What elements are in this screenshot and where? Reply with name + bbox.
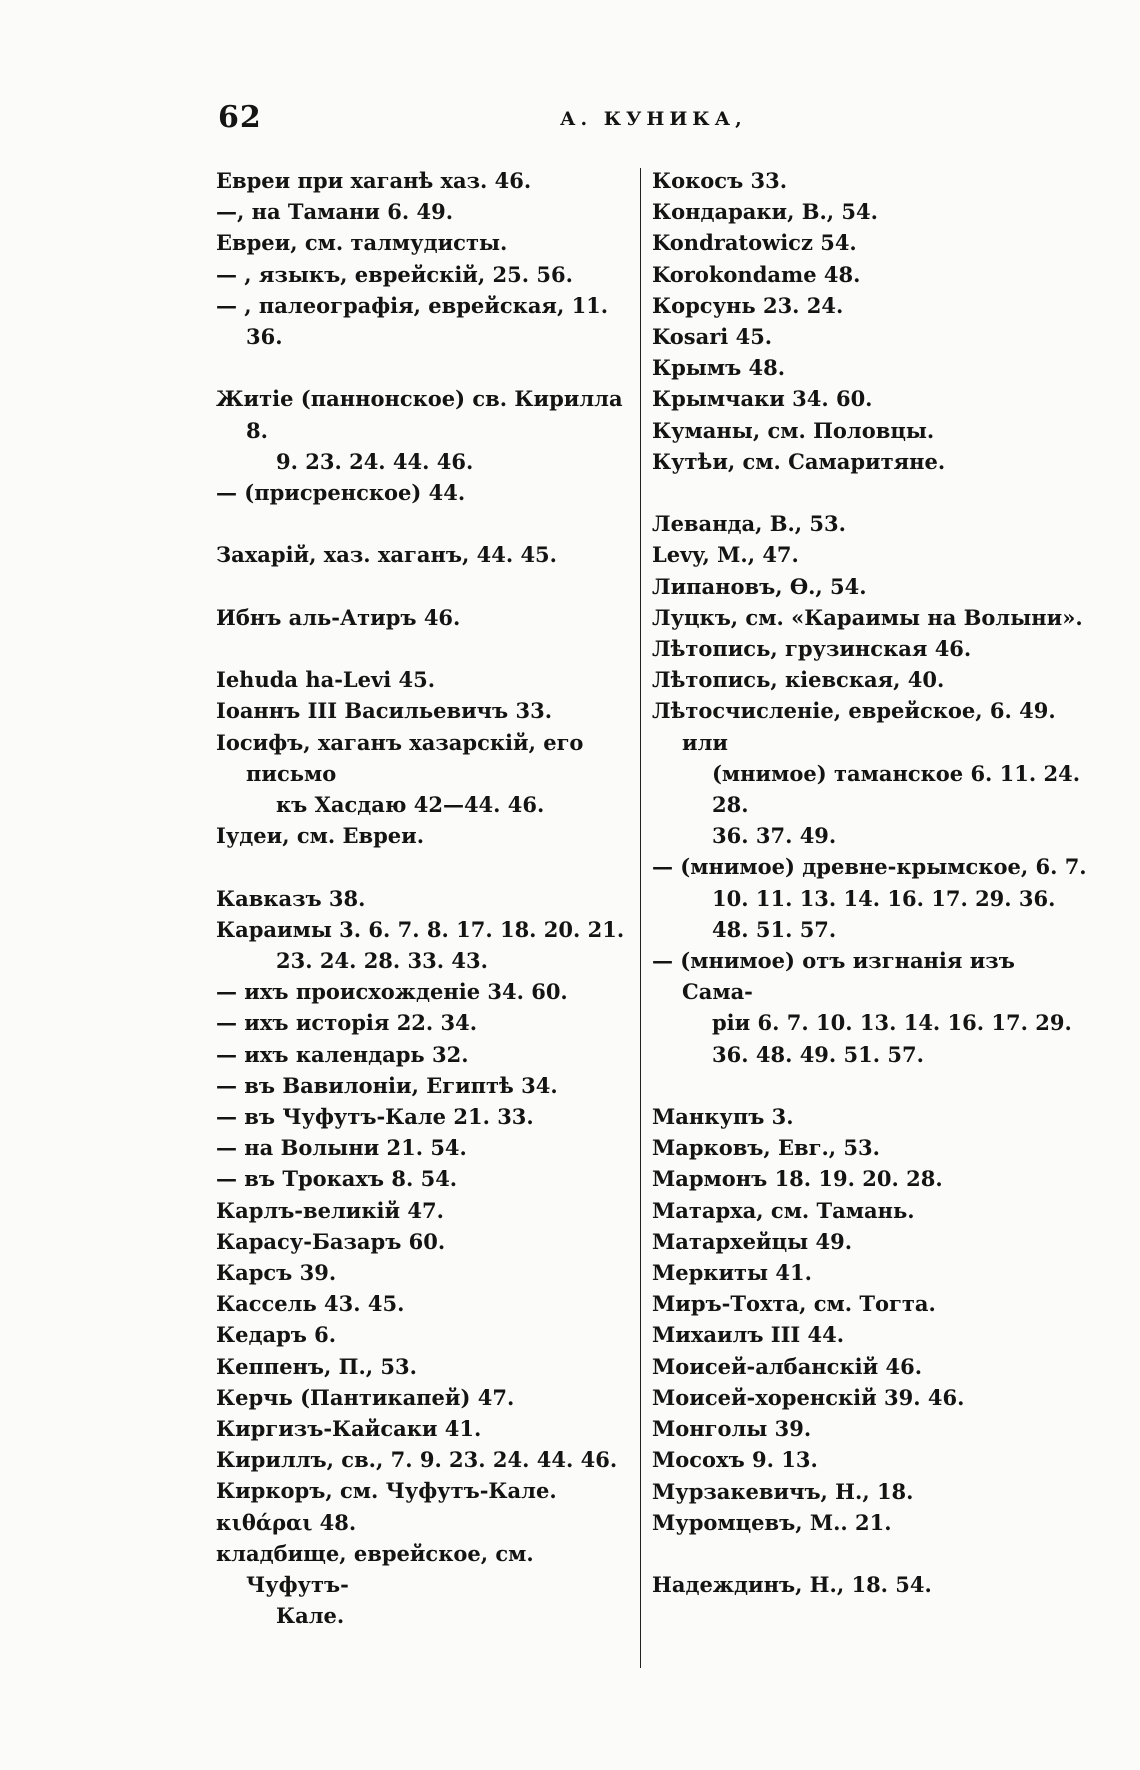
index-entry: [216, 1475, 626, 1506]
index-entry: [652, 664, 1092, 695]
index-entry-line: Іоаннъ III Васильевичъ 33.: [216, 698, 553, 724]
index-entry-line: Киргизъ-Кайсаки 41.: [216, 1416, 482, 1442]
index-entry-line: Меркиты 41.: [652, 1260, 812, 1286]
index-entry: [652, 227, 1092, 258]
index-entry-line: Кокосъ 33.: [652, 168, 788, 193]
index-entry-line: — ихъ исторія 22. 34.: [216, 1010, 478, 1036]
index-entry-continuation: къ Хасдаю 42—44. 46.: [276, 792, 545, 817]
index-entry: [652, 1195, 1092, 1226]
index-entry-continuation: 23. 24. 28. 33. 43.: [276, 948, 488, 973]
index-entry-line: Михаилъ III 44.: [652, 1322, 845, 1348]
index-entry: [216, 1351, 626, 1382]
index-entry-line: Кедаръ 6.: [216, 1322, 337, 1348]
index-entry-line: —, на Тамани 6. 49.: [216, 199, 454, 225]
index-entry: [652, 945, 1092, 1070]
running-head: А. КУНИКА,: [560, 108, 747, 130]
index-entry-continuation: Кале.: [276, 1603, 345, 1629]
index-entry: [652, 415, 1092, 446]
index-entry-line: — въ Вавилоніи, Египтѣ 34.: [216, 1072, 558, 1098]
index-entry-line: Levy, M., 47.: [652, 542, 799, 568]
index-entry-line: Іудеи, см. Евреи.: [216, 823, 425, 849]
index-entry: [652, 1569, 1092, 1600]
index-entry-line: Манкупъ 3.: [652, 1104, 794, 1130]
index-entry-line: — (мнимое) отъ изгнанія изъ Сама-: [652, 948, 1015, 1005]
index-entry: [216, 1101, 626, 1132]
index-entry: [652, 383, 1092, 414]
index-entry-line: Карасу-Базаръ 60.: [216, 1228, 446, 1254]
index-entry: [652, 1444, 1092, 1475]
index-entry-line: Мармонъ 18. 19. 20. 28.: [652, 1166, 943, 1192]
index-entry-continuation: 48. 51. 57.: [712, 916, 837, 942]
index-entry: [216, 290, 626, 352]
index-entry-line: Матарха, см. Тамань.: [652, 1197, 915, 1223]
index-entry-line: — ихъ календарь 32.: [216, 1041, 469, 1067]
index-entry: [652, 633, 1092, 664]
index-entry: [652, 1507, 1092, 1538]
index-entry-line: — въ Трокахъ 8. 54.: [216, 1166, 458, 1192]
index-entry: [216, 727, 626, 821]
index-entry-line: Леванда, В., 53.: [652, 511, 846, 537]
index-entry-continuation: 9. 23. 24. 44. 46.: [276, 448, 474, 474]
index-entry-line: Іосифъ, хаганъ хазарскій, его письмо: [216, 729, 584, 786]
index-entry: [652, 1226, 1092, 1257]
index-entry: [652, 1101, 1092, 1132]
column-divider: [640, 168, 641, 1668]
index-entry: [652, 508, 1092, 539]
index-entry: [216, 1319, 626, 1350]
index-entry-continuation: 36. 48. 49. 51. 57.: [712, 1041, 924, 1067]
index-entry-line: Куманы, см. Половцы.: [652, 417, 935, 443]
index-entry: [652, 1413, 1092, 1444]
index-entry-line: — (присренское) 44.: [216, 480, 466, 506]
index-entry: [652, 1351, 1092, 1382]
index-entry-line: Kondratowicz 54.: [652, 230, 857, 256]
index-entry-line: Korokondame 48.: [652, 261, 861, 287]
index-entry: [216, 1257, 626, 1288]
index-entry-line: Моисей-албанскій 46.: [652, 1353, 923, 1379]
index-entry-line: Евреи, см. талмудисты.: [216, 230, 508, 256]
index-entry: [216, 383, 626, 477]
index-entry-line: Лѣтопись, кіевская, 40.: [652, 667, 945, 693]
index-entry-line: Житіе (паннонское) св. Кирилла 8.: [216, 386, 623, 443]
index-entry-line: Крымъ 48.: [652, 355, 786, 381]
index-entry-line: Миръ-Тохта, см. Тогта.: [652, 1291, 936, 1317]
index-entry: [216, 1382, 626, 1413]
index-entry-line: Караимы 3. 6. 7. 8. 17. 18. 20. 21.: [216, 916, 625, 942]
index-entry-line: Кеппенъ, П., 53.: [216, 1353, 417, 1379]
index-entry: [216, 1070, 626, 1101]
index-entry: [216, 602, 626, 633]
index-entry: [652, 851, 1092, 945]
index-entry-line: Киркоръ, см. Чуфутъ-Кале.: [216, 1478, 557, 1504]
index-entry: [216, 1288, 626, 1319]
index-entry-line: — (мнимое) древне-крымское, 6. 7.: [652, 854, 1087, 880]
index-entry: [652, 259, 1092, 290]
index-entry: [216, 976, 626, 1007]
index-entry-line: Луцкъ, см. «Караимы на Волыни».: [652, 604, 1083, 630]
index-entry: [216, 1195, 626, 1226]
index-entry: [652, 602, 1092, 633]
index-entry: [216, 1007, 626, 1038]
index-entry-line: Муромцевъ, М.. 21.: [652, 1509, 892, 1535]
index-entry-line: Евреи при хаганѣ хаз. 46.: [216, 168, 532, 193]
index-entry: [652, 1319, 1092, 1350]
index-entry-continuation: 10. 11. 13. 14. 16. 17. 29. 36.: [712, 885, 1056, 911]
index-entry-line: Монголы 39.: [652, 1416, 812, 1442]
index-entry-line: кладбище, еврейское, см. Чуфутъ-: [216, 1540, 534, 1598]
index-entry-line: Кириллъ, св., 7. 9. 23. 24. 44. 46.: [216, 1447, 618, 1473]
page-number: 62: [218, 100, 262, 135]
index-entry-line: — на Волыни 21. 54.: [216, 1135, 467, 1161]
index-entry-line: Моисей-хоренскій 39. 46.: [652, 1384, 965, 1410]
index-entry: [652, 1382, 1092, 1413]
index-entry: [652, 1163, 1092, 1194]
index-entry: [216, 1163, 626, 1194]
index-entry: [216, 664, 626, 695]
index-entry-line: Лѣтопись, грузинская 46.: [652, 636, 972, 662]
index-entry-line: Крымчаки 34. 60.: [652, 386, 873, 412]
index-entry-line: Мурзакевичъ, Н., 18.: [652, 1478, 914, 1504]
index-entry: [216, 477, 626, 508]
index-entry: [216, 165, 626, 196]
index-entry-line: — , языкъ, еврейскій, 25. 56.: [216, 261, 573, 287]
index-entry-line: Кутѣи, см. Самаритяне.: [652, 448, 946, 474]
index-entry: [216, 1039, 626, 1070]
index-entry-line: Kosari 45.: [652, 324, 773, 350]
index-entry: [216, 1413, 626, 1444]
index-entry-line: Iehuda ha-Levi 45.: [216, 667, 436, 693]
index-entry-continuation: (мнимое) таманское 6. 11. 24. 28.: [712, 760, 1081, 818]
index-entry: [652, 352, 1092, 383]
index-entry-line: Кассель 43. 45.: [216, 1291, 405, 1317]
index-entry-line: Захарій, хаз. хаганъ, 44. 45.: [216, 542, 557, 568]
index-entry: [652, 165, 1092, 196]
index-entry-line: Мосохъ 9. 13.: [652, 1447, 818, 1473]
index-entry: [216, 695, 626, 726]
index-entry: [216, 1507, 626, 1538]
index-entry: [652, 321, 1092, 352]
index-entry: [216, 883, 626, 914]
index-entry: [652, 446, 1092, 477]
index-entry-line: Карлъ-великій 47.: [216, 1197, 444, 1223]
index-entry-line: κιθάραι 48.: [216, 1509, 357, 1535]
index-entry-line: Карсъ 39.: [216, 1260, 337, 1286]
index-entry-line: Марковъ, Евг., 53.: [652, 1135, 880, 1161]
index-entry-line: — , палеографія, еврейская, 11. 36.: [216, 292, 609, 350]
index-entry: [652, 1132, 1092, 1163]
index-entry: [652, 1476, 1092, 1507]
index-entry: [652, 1288, 1092, 1319]
index-entry-line: Матархейцы 49.: [652, 1228, 853, 1254]
index-entry-line: Кавказъ 38.: [216, 885, 366, 911]
index-entry: [216, 259, 626, 290]
index-entry-continuation: ріи 6. 7. 10. 13. 14. 16. 17. 29.: [712, 1010, 1072, 1036]
index-entry: [652, 290, 1092, 321]
index-entry: [216, 1226, 626, 1257]
index-entry: [216, 539, 626, 570]
index-entry: [652, 539, 1092, 570]
index-entry: [652, 196, 1092, 227]
index-entry: [216, 227, 626, 258]
index-entry: [652, 1257, 1092, 1288]
index-entry: [652, 695, 1092, 851]
index-entry-line: — въ Чуфутъ-Кале 21. 33.: [216, 1104, 534, 1130]
index-entry-line: Кондараки, В., 54.: [652, 199, 878, 225]
index-entry-line: — ихъ происхожденіе 34. 60.: [216, 979, 568, 1005]
index-entry: [216, 914, 626, 976]
index-column-right: [652, 165, 1092, 1600]
index-entry-line: Ибнъ аль-Атиръ 46.: [216, 604, 461, 630]
index-entry-line: Корсунь 23. 24.: [652, 292, 844, 318]
index-entry-continuation: 36. 37. 49.: [712, 823, 837, 849]
index-entry-line: Лѣтосчисленіе, еврейское, 6. 49. или: [652, 698, 1056, 755]
index-column-left: [216, 165, 626, 1631]
index-entry: [216, 196, 626, 227]
index-entry-line: Липановъ, Ѳ., 54.: [652, 573, 867, 599]
index-entry-line: Керчь (Пантикапей) 47.: [216, 1384, 515, 1410]
index-entry: [216, 1132, 626, 1163]
index-entry: [216, 1444, 626, 1475]
index-entry: [216, 1538, 626, 1632]
index-entry: [216, 820, 626, 851]
index-entry-line: Надеждинъ, Н., 18. 54.: [652, 1572, 932, 1598]
index-entry: [652, 571, 1092, 602]
